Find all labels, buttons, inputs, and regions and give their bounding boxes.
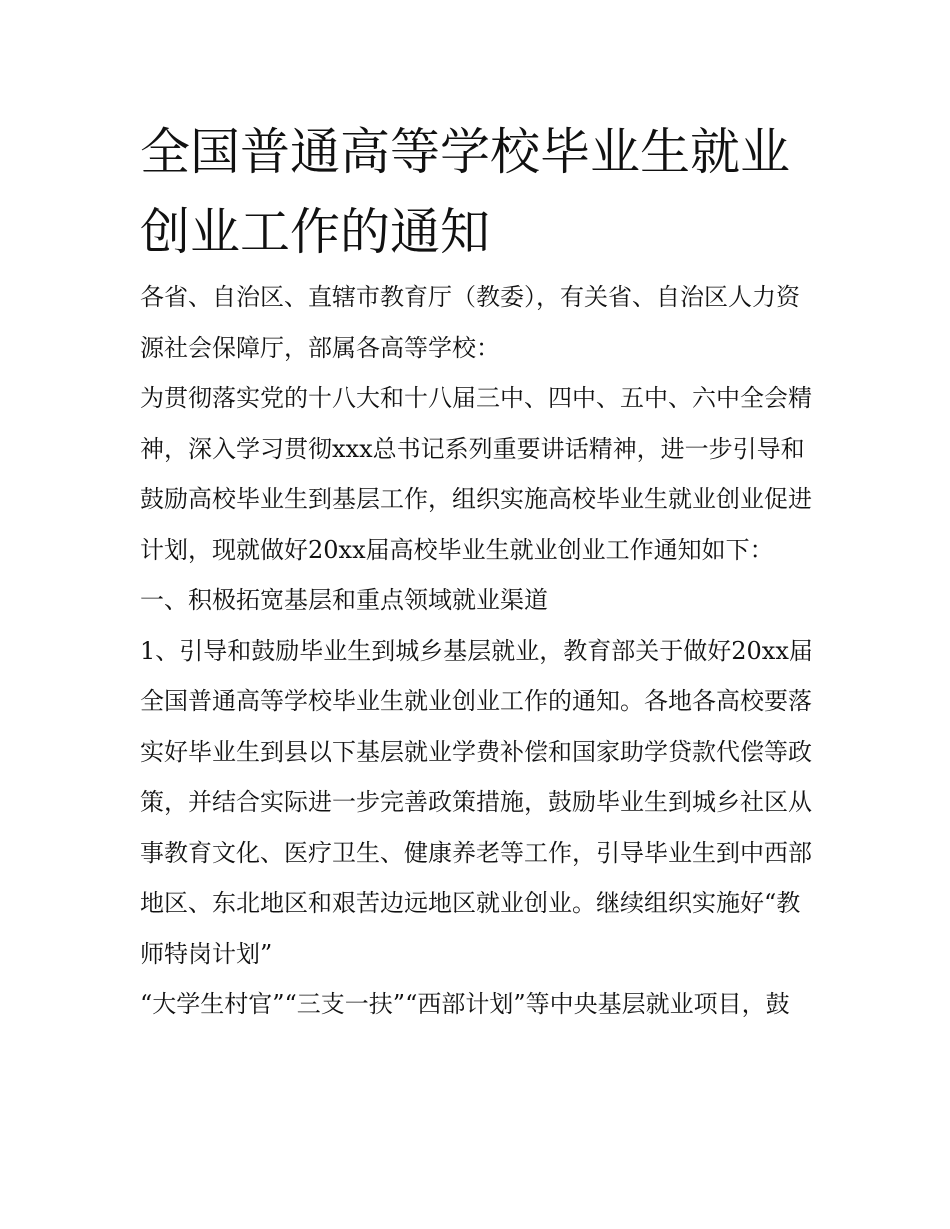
document-body <box>140 272 820 1030</box>
section-heading-1: 一、积极拓宽基层和重点领域就业渠道 <box>140 586 548 614</box>
document-title: 全国普通高等学校毕业生就业创业工作的通知 <box>140 123 790 261</box>
paragraph-intro: 为贯彻落实党的十八大和十八届三中、四中、五中、六中全会精神，深入学习贯彻xxx总书记系列重要讲话精神，进一步引导和鼓励高校毕业生到基层工作，组织实施高校毕业生就业创业促进计划，现就做好20xx届高校毕业生就业创业工作通知如下： <box>140 384 812 564</box>
paragraph-item-1: 1、引导和鼓励毕业生到城乡基层就业，教育部关于做好20xx届全国普通高等学校毕业生就业创业工作的通知。各地各高校要落实好毕业生到县以下基层就业学费补偿和国家助学贷款代偿等政策，并结合实际进一步完善政策措施，鼓励毕业生到城乡社区从事教育文化、医疗卫生、健康养老等工作，引导毕业生到中西部地区、东北地区和艰苦边远地区就业创业。继续组织实施好“教师特岗计划” <box>140 636 813 968</box>
paragraph-salutation: 各省、自治区、直辖市教育厅（教委），有关省、自治区人力资源社会保障厅，部属各高等学校： <box>140 283 800 362</box>
paragraph-item-1-continued: “大学生村官”“三支一扶”“西部计划”等中央基层就业项目，鼓 <box>140 990 790 1018</box>
